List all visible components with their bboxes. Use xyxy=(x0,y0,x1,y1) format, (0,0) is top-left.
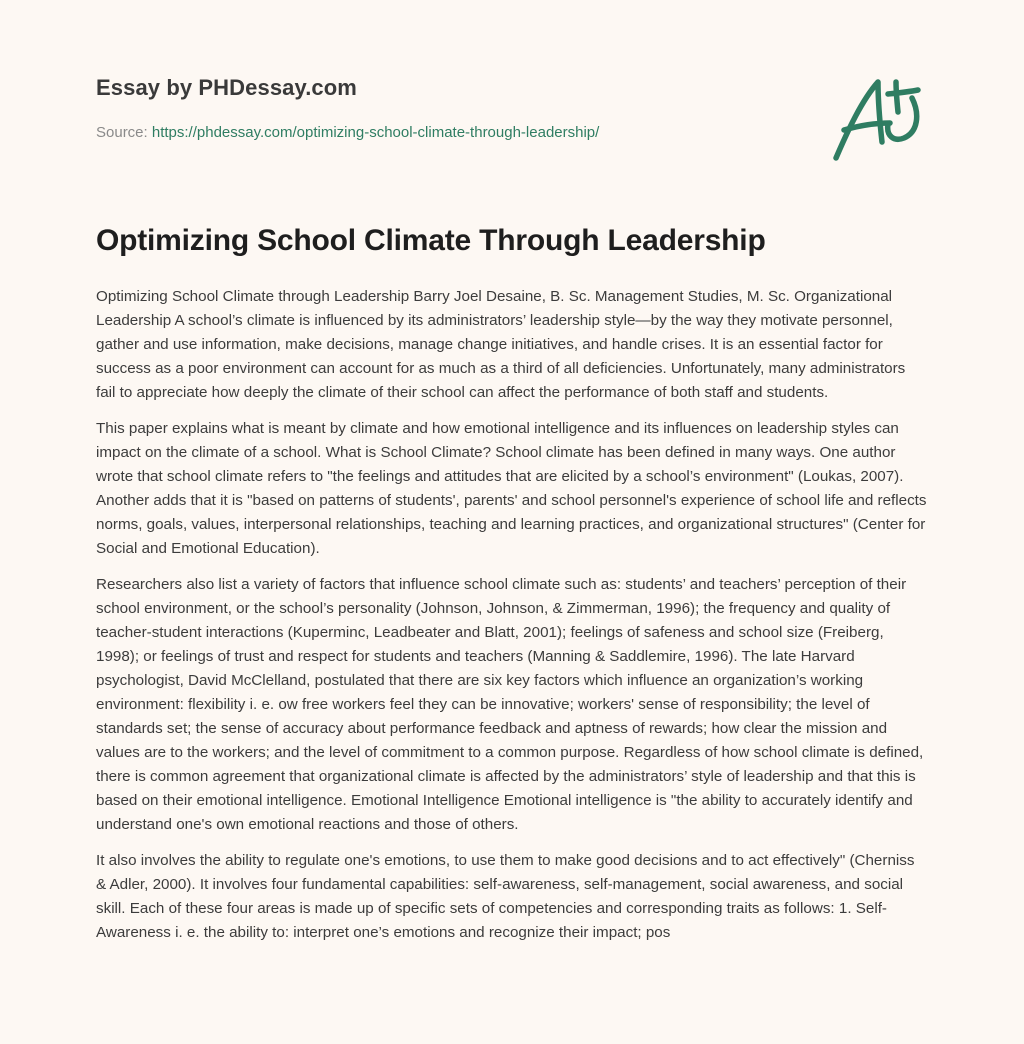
source-label: Source: xyxy=(96,124,148,141)
page-header xyxy=(96,0,928,200)
essay-paragraph: This paper explains what is meant by climate and how emotional intelligence and its influences on leadership styles can impact on the climate of a school. What is School Climate? School climate has been defined in many ways. One author wrote that school climate refers to "the feelings and attitudes that are elicited by a school’s environment" (Loukas, 2007). Another adds that it is "based on patterns of students', parents' and school personnel's experience of school life and reflects norms, goals, values, interpersonal relationships, teaching and learning practices, and organizational structures" (Center for Social and Emotional Education). xyxy=(96,420,927,557)
essay-body xyxy=(96,285,928,957)
essay-paragraph: Optimizing School Climate through Leadership Barry Joel Desaine, B. Sc. Management Studies, M. Sc. Organizational Leadership A school’s climate is influenced by its administrators’ leadership style—by the way they motivate personnel, gather and use information, make decisions, manage change initiatives, and handle crises. It is an essential factor for success as a poor environment can account for as much as a third of all deficiencies. Unfortunately, many administrators fail to appreciate how deeply the climate of their school can affect the performance of both staff and students. xyxy=(96,288,906,401)
essay-paragraph: It also involves the ability to regulate one's emotions, to use them to make good decisions and to act effectively" (Cherniss & Adler, 2000). It involves four fundamental capabilities: self-awareness, self-management, social awareness, and social skill. Each of these four areas is made up of specific sets of competencies and corresponding traits as follows: 1. Self-Awareness i. e. the ability to: interpret one’s emotions and recognize their impact; pos xyxy=(96,852,915,941)
essay-page xyxy=(96,0,928,941)
brand-title: Essay by PHDessay.com xyxy=(96,75,357,100)
essay-title: Optimizing School Climate Through Leadership xyxy=(96,224,766,257)
essay-paragraph: Researchers also list a variety of factors that influence school climate such as: students’ and teachers’ perception of their school environment, or the school’s personality (Johnson, Johnson, & Zimmerman, 1996); the frequency and quality of teacher-student interactions (Kuperminc, Leadbeater and Blatt, 2001); feelings of safeness and school size (Freiberg, 1998); or feelings of trust and respect for students and teachers (Manning & Saddlemire, 1996). The late Harvard psychologist, David McClelland, postulated that there are six key factors which influence an organization’s working environment: flexibility i. e. ow free workers feel they can be innovative; workers' sense of responsibility; the level of standards set; the sense of accuracy about performance feedback and aptness of rewards; how clear the mission and values are to the workers; and the level of commitment to a common purpose. Regardless of how school climate is defined, there is common agreement that organizational climate is affected by the administrators’ style of leadership and that this is based on their emotional intelligence. Emotional Intelligence Emotional intelligence is "the ability to accurately identify and understand one's own emotional reactions and those of others. xyxy=(96,576,924,833)
source-link[interactable]: https://phdessay.com/optimizing-school-climate-through-leadership/ xyxy=(151,124,600,141)
source-line xyxy=(96,124,599,141)
a-plus-grade-icon xyxy=(824,68,928,164)
